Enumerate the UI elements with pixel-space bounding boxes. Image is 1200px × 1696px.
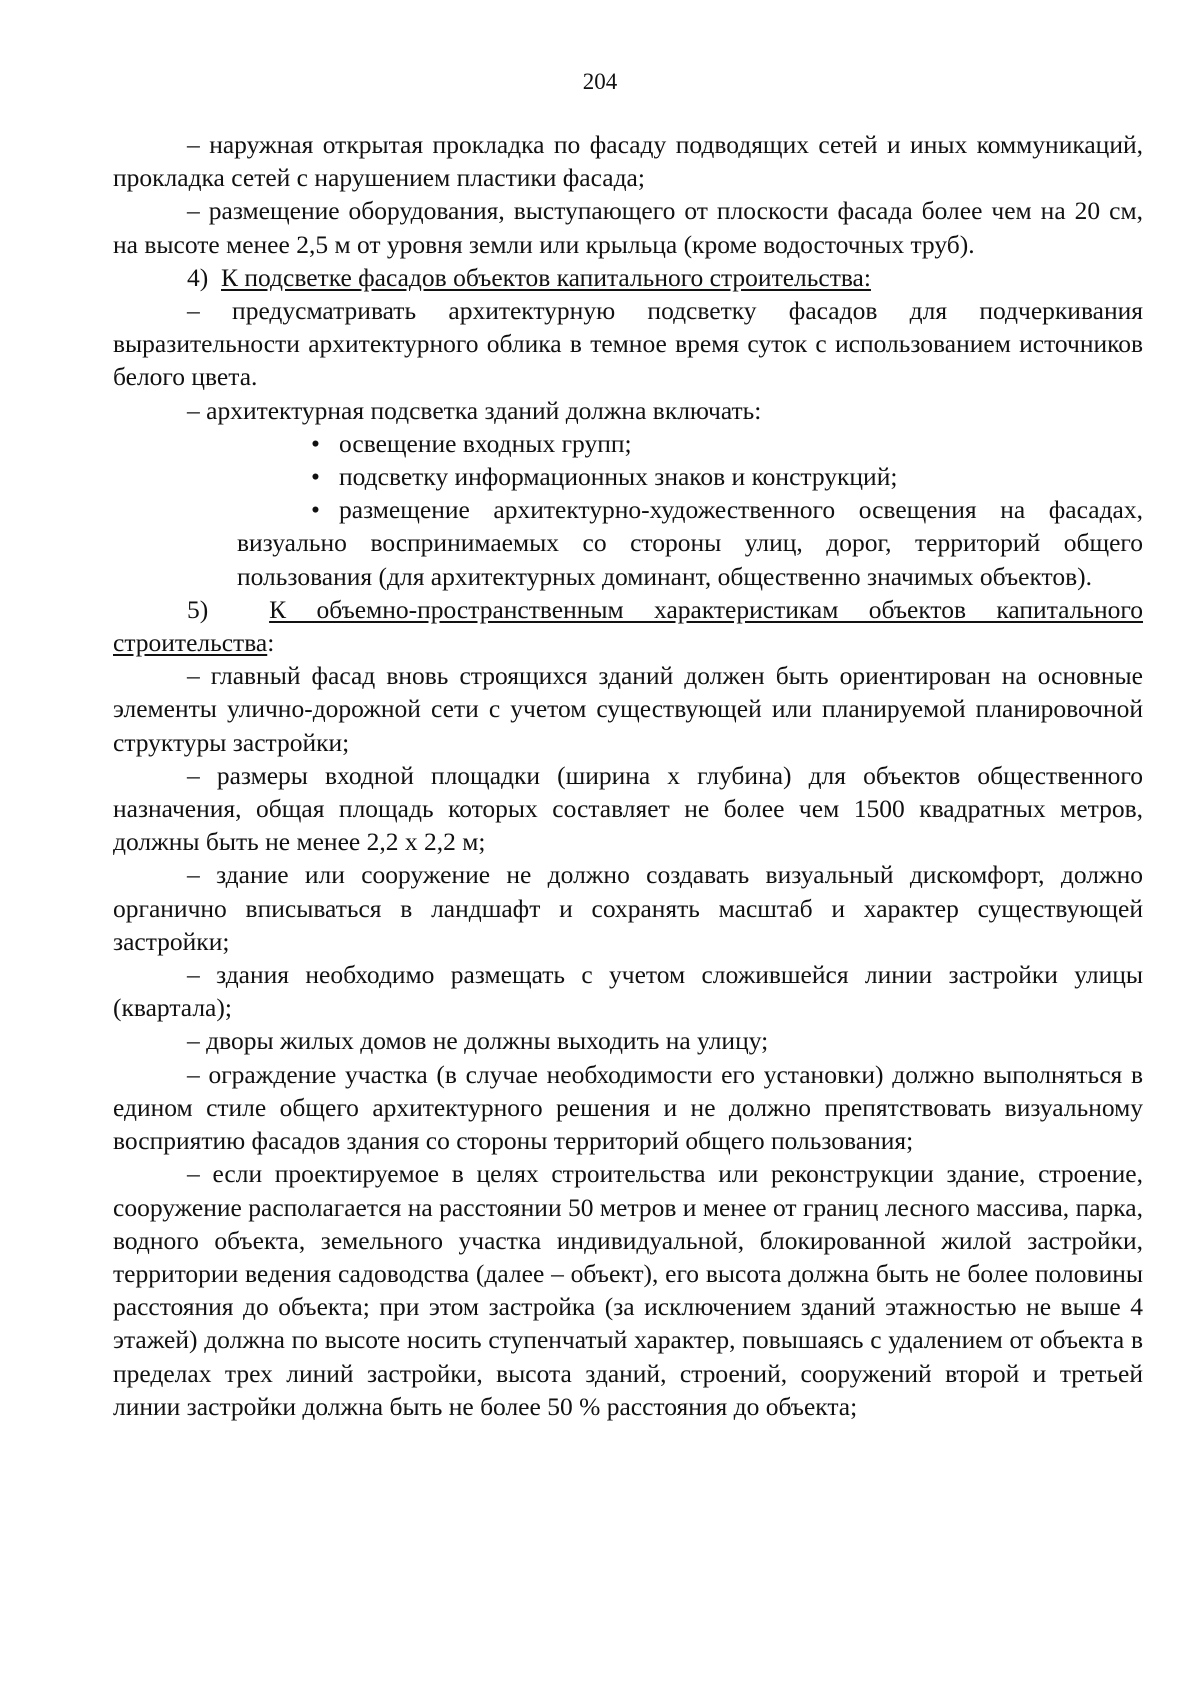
paragraph-courtyards: – дворы жилых домов не должны выходить на улицу; (187, 1026, 769, 1056)
section-title-colon: : (267, 628, 275, 658)
bullet-icon: • (311, 495, 320, 525)
section-number: 5) (187, 594, 209, 624)
section-number: 4) (187, 262, 209, 292)
document-body (113, 128, 1143, 1423)
paragraph-equipment-placement: – размещение оборудования, выступающего от плоскости фасада более чем на 20 см, на высоте менее 2,5 м от уровня земли или крыльца (кроме водосточных труб). (113, 196, 1143, 259)
paragraph-height-limits: – если проектируемое в целях строительства или реконструкции здание, строение, сооружение располагается на расстоянии 50 метров и менее от границ лесного массива, парка, водного объекта, земельного участка индивидуальной, блокированной жилой застройки, территории ведения садоводства (далее – объект), его высота должна быть не более половины расстояния до объекта; при этом застройка (за исключением зданий этажностью не выше 4 этажей) должна по высоте носить ступенчатый характер, повышаясь с удалением от объекта в пределах трех линий застройки, высота зданий, строений, сооружений второй и третьей линии застройки должна быть не более 50 % расстояния до объекта; (113, 1159, 1143, 1421)
section-heading-5 (113, 593, 1143, 659)
section-heading-4 (113, 261, 1143, 294)
section-title: К подсветке фасадов объектов капитального строительства: (221, 262, 871, 292)
bullet-icon: • (311, 428, 320, 458)
page-number: 204 (582, 69, 618, 94)
list-item (237, 427, 1143, 460)
paragraph-lighting-provision: – предусматривать архитектурную подсветку фасадов для подчеркивания выразительности архитектурного облика в темное время суток с использованием источников белого цвета. (113, 296, 1143, 392)
paragraph-visual-comfort: – здание или сооружение не должно создавать визуальный дискомфорт, должно органично вписываться в ландшафт и сохранять масштаб и характер существующей застройки; (113, 860, 1143, 956)
bullet-icon: • (311, 462, 320, 492)
paragraph-building-line: – здания необходимо размещать с учетом сложившейся линии застройки улицы (квартала); (113, 960, 1143, 1023)
list-item-text: размещение архитектурно-художественного освещения на фасадах, визуально воспринимаемых со стороны улиц, дорог, территорий общего пользования (для архитектурных доминант, общественно значимых объектов). (237, 495, 1143, 591)
list-item (237, 460, 1143, 493)
paragraph-main-facade: – главный фасад вновь строящихся зданий должен быть ориентирован на основные элементы улично-дорожной сети с учетом существующей или планируемой планировочной структуры застройки; (113, 661, 1143, 757)
bullet-list (113, 427, 1143, 593)
paragraph-entrance-size: – размеры входной площадки (ширина х глубина) для объектов общественного назначения, общая площадь которых составляет не более чем 1500 квадратных метров, должны быть не менее 2,2 х 2,2 м; (113, 760, 1143, 857)
list-item (237, 493, 1143, 593)
paragraph-fencing: – ограждение участка (в случае необходимости его установки) должно выполняться в едином стиле общего архитектурного решения и не должно препятствовать визуальному восприятию фасадов здания со стороны территорий общего пользования; (113, 1059, 1143, 1156)
paragraph-lighting-includes: – архитектурная подсветка зданий должна включать: (187, 395, 762, 425)
paragraph-external-lines: – наружная открытая прокладка по фасаду подводящих сетей и иных коммуникаций, прокладка сетей с нарушением пластики фасада; (113, 130, 1143, 193)
list-item-text: подсветку информационных знаков и конструкций; (339, 462, 898, 492)
section-title: К объемно-пространственным характеристикам объектов капитального строительства (113, 594, 1144, 658)
list-item-text: освещение входных групп; (339, 428, 632, 458)
